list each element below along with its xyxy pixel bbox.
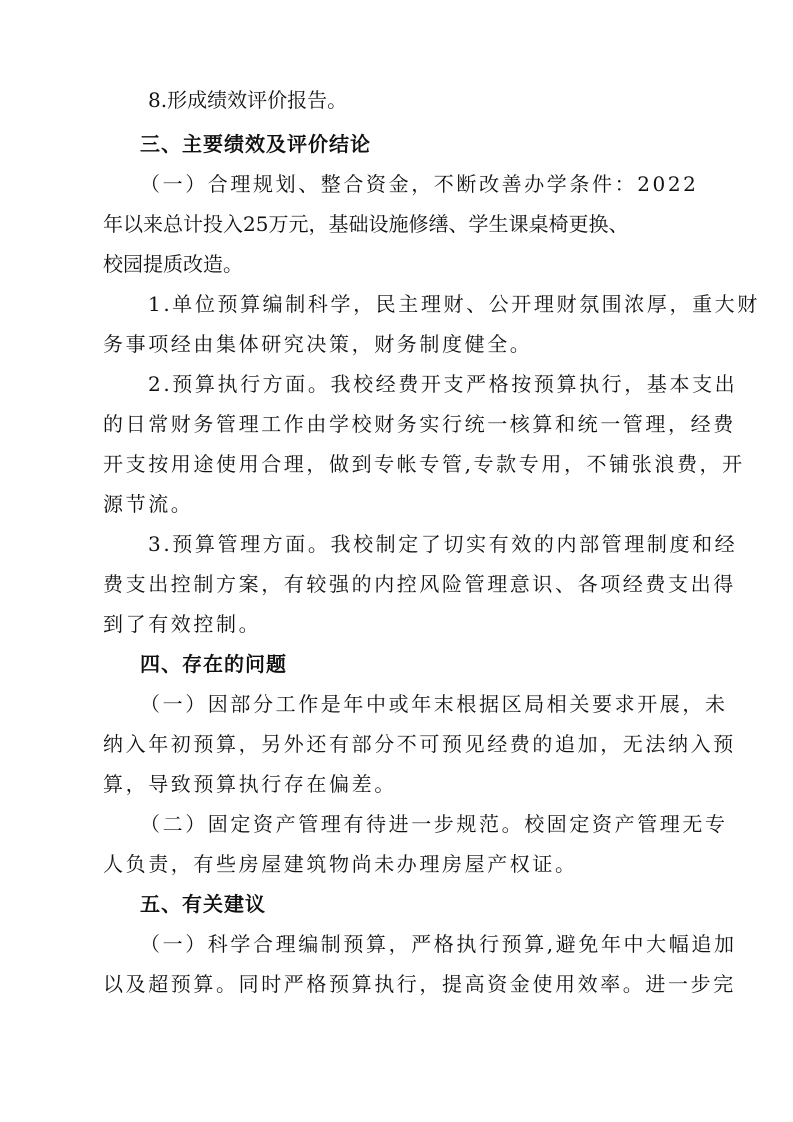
- paragraph-line: 校园提质改造。: [103, 252, 243, 276]
- paragraph-line: （二）固定资产管理有待进一步规范。校固定资产管理无专: [140, 812, 728, 836]
- paragraph-line: 2.预算执行方面。我校经费开支严格按预算执行，基本支出: [148, 372, 738, 396]
- paragraph-line: 算，导致预算执行存在偏差。: [103, 772, 397, 796]
- paragraph-line: 开支按用途使用合理，做到专帐专管,专款专用，不铺张浪费，开: [103, 452, 745, 476]
- paragraph-line: 费支出控制方案，有较强的内控风险管理意识、各项经费支出得: [103, 572, 736, 596]
- paragraph-line: （一）合理规划、整合资金，不断改善办学条件：2022: [140, 172, 699, 196]
- paragraph-line: 源节流。: [103, 492, 194, 516]
- section-heading: 三、主要绩效及评价结论: [140, 132, 371, 156]
- paragraph-line: （一）科学合理编制预算，严格执行预算,避免年中大幅追加: [140, 932, 737, 956]
- paragraph-line: 8.形成绩效评价报告。: [148, 88, 348, 112]
- paragraph-line: 的日常财务管理工作由学校财务实行统一核算和统一管理，经费: [103, 412, 736, 436]
- section-heading: 四、存在的问题: [140, 652, 287, 676]
- paragraph-line: 1.单位预算编制科学，民主理财、公开理财氛围浓厚，重大财: [148, 292, 760, 316]
- section-heading: 五、有关建议: [140, 892, 266, 916]
- paragraph-line: 年以来总计投入25万元，基础设施修缮、学生课桌椅更换、: [103, 212, 629, 236]
- paragraph-line: 3.预算管理方面。我校制定了切实有效的内部管理制度和经: [148, 532, 738, 556]
- paragraph-line: 纳入年初预算，另外还有部分不可预见经费的追加，无法纳入预: [103, 732, 736, 756]
- paragraph-line: 人负责，有些房屋建筑物尚未办理房屋产权证。: [103, 852, 578, 876]
- paragraph-line: 以及超预算。同时严格预算执行，提高资金使用效率。进一步完: [103, 972, 736, 996]
- paragraph-line: 到了有效控制。: [103, 612, 262, 636]
- paragraph-line: 务事项经由集体研究决策，财务制度健全。: [103, 332, 533, 356]
- paragraph-line: （一）因部分工作是年中或年末根据区局相关要求开展，未: [140, 692, 728, 716]
